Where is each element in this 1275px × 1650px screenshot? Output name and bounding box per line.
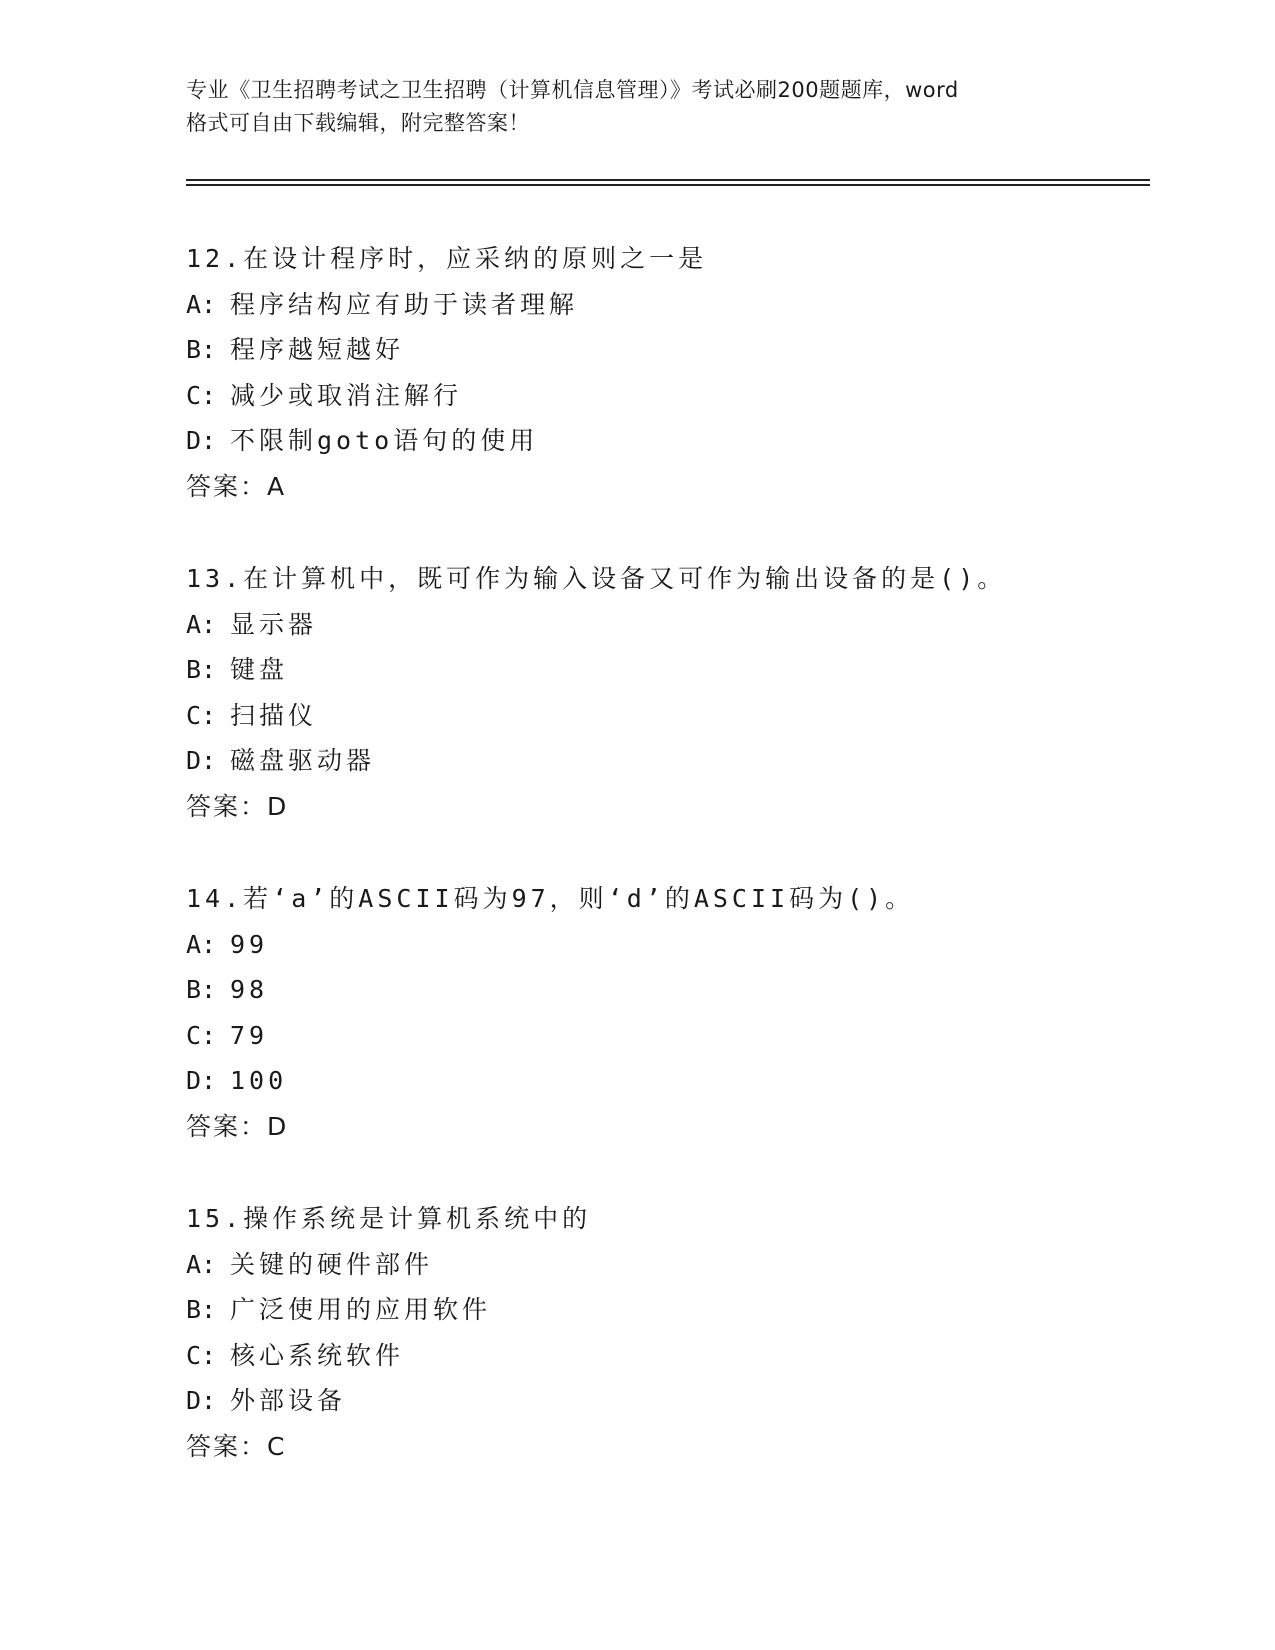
option-d: [186, 738, 1146, 784]
question-stem: 12.在设计程序时，应采纳的原则之一是: [186, 244, 708, 273]
option-text: 程序结构应有助于读者理解: [230, 289, 579, 319]
option-text: 键盘: [230, 655, 289, 684]
option-a: [186, 922, 1146, 968]
option-label: C:: [186, 380, 217, 410]
option-text: 79: [230, 1020, 269, 1050]
option-label: C:: [186, 1020, 217, 1050]
option-label: D:: [186, 746, 217, 775]
option-text: 99: [230, 929, 269, 959]
option-label: A:: [186, 609, 217, 639]
header-line-1: 专业《卫生招聘考试之卫生招聘（计算机信息管理）》考试必刷200题题库，word: [186, 78, 959, 102]
option-a: [186, 1242, 1146, 1288]
question-13: [186, 556, 1146, 876]
option-text: 程序越短越好: [230, 335, 405, 364]
option-label: B:: [186, 975, 217, 1004]
answer-line: 答案：A: [186, 471, 287, 501]
option-label: B:: [186, 335, 217, 364]
option-a: [186, 602, 1146, 648]
option-text: 扫描仪: [230, 700, 318, 730]
option-text: 关键的硬件部件: [230, 1249, 434, 1279]
option-label: A:: [186, 1249, 217, 1279]
question-stem: 14.若‘a’的ASCII码为97，则‘d’的ASCII码为()。: [186, 884, 915, 913]
header-divider-top: [186, 179, 1150, 181]
question-14: [186, 876, 1146, 1196]
option-c: [186, 1013, 1146, 1059]
header-divider-bottom: [186, 184, 1150, 186]
option-label: D:: [186, 1386, 217, 1415]
option-text: 减少或取消注解行: [230, 380, 463, 410]
option-label: C:: [186, 1340, 217, 1370]
answer-line: 答案：C: [186, 1431, 287, 1461]
option-d: [186, 1058, 1146, 1104]
option-text: 98: [230, 975, 269, 1004]
option-c: [186, 373, 1146, 419]
question-stem: 13.在计算机中，既可作为输入设备又可作为输出设备的是()。: [186, 564, 1007, 593]
option-label: C:: [186, 700, 217, 730]
question-list: [186, 236, 1146, 1516]
question-12: [186, 236, 1146, 556]
option-b: [186, 647, 1146, 693]
option-label: B:: [186, 655, 217, 684]
option-c: [186, 1333, 1146, 1379]
option-b: [186, 967, 1146, 1013]
option-c: [186, 693, 1146, 739]
option-text: 100: [230, 1066, 288, 1095]
header-line-2: 格式可自由下载编辑，附完整答案！: [186, 111, 530, 135]
option-d: [186, 418, 1146, 464]
answer-line: 答案：D: [186, 1111, 289, 1141]
answer-line: 答案：D: [186, 791, 289, 821]
option-label: B:: [186, 1295, 217, 1324]
document-header: [186, 74, 1106, 140]
option-d: [186, 1378, 1146, 1424]
option-b: [186, 1287, 1146, 1333]
option-text: 核心系统软件: [230, 1340, 405, 1370]
option-label: A:: [186, 929, 217, 959]
option-text: 磁盘驱动器: [230, 746, 376, 775]
option-b: [186, 327, 1146, 373]
option-label: A:: [186, 289, 217, 319]
question-15: [186, 1196, 1146, 1516]
question-stem: 15.操作系统是计算机系统中的: [186, 1204, 592, 1233]
option-text: 不限制goto语句的使用: [230, 426, 539, 455]
option-text: 广泛使用的应用软件: [230, 1295, 492, 1324]
option-a: [186, 282, 1146, 328]
option-label: D:: [186, 426, 217, 455]
option-text: 显示器: [230, 609, 318, 639]
option-label: D:: [186, 1066, 217, 1095]
option-text: 外部设备: [230, 1386, 347, 1415]
